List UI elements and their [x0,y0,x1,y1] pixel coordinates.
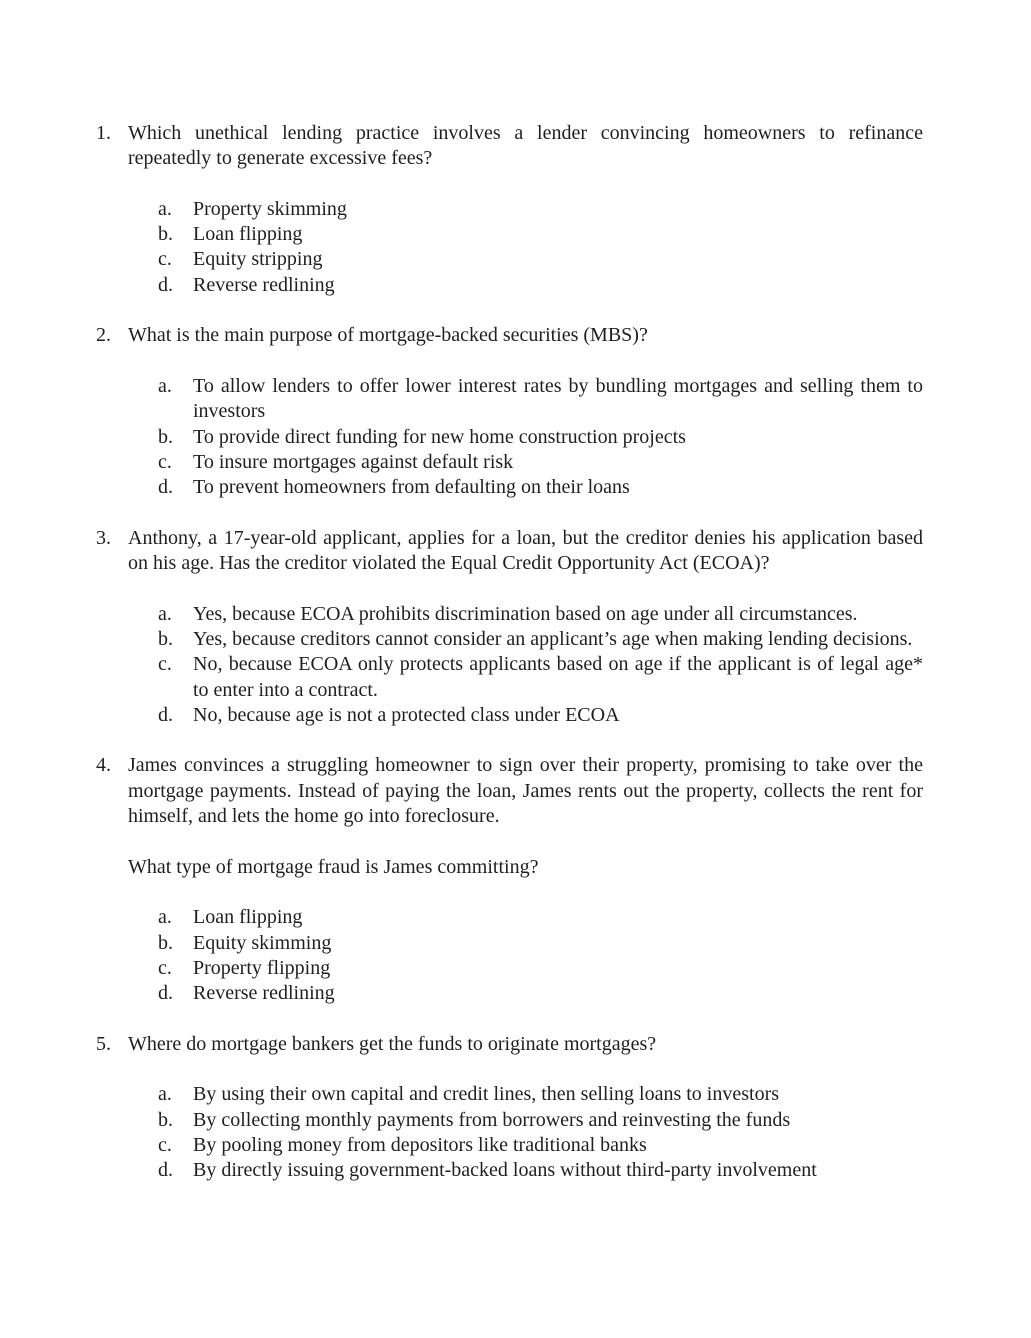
option-text: Yes, because ECOA prohibits discrimination based on age under all circumstances. [193,602,858,625]
option [158,1158,923,1183]
option-letter: b. [158,223,173,246]
option-text: By directly issuing government-backed loans without third-party involvement [193,1159,817,1182]
option [158,1133,923,1158]
option-letter: a. [158,374,172,397]
option-letter: d. [158,703,173,726]
option-letter: a. [158,906,172,929]
question-paragraphs [96,753,923,879]
option [158,652,923,703]
question [96,753,923,1006]
option [158,222,923,247]
question-row [96,1032,923,1057]
option [158,247,923,272]
question-number: 4. [96,754,111,777]
option-text: Reverse redlining [193,982,335,1005]
option-text: Yes, because creditors cannot consider an applicant’s age when making lending decisions. [193,627,913,650]
question-number [96,855,128,880]
option-letter: d. [158,273,173,296]
option-text: To provide direct funding for new home construction projects [193,425,686,448]
option-letter: b. [158,425,173,448]
question-text: What type of mortgage fraud is James committing? [128,855,539,878]
question-number: 3. [96,526,111,549]
option [158,931,923,956]
option [158,450,923,475]
option-text: Loan flipping [193,906,303,929]
question-number: 2. [96,324,111,347]
question-paragraphs [96,121,923,172]
option-letter: d. [158,982,173,1005]
question-text: Which unethical lending practice involves a lender convincing homeowners to refinance repeatedly to generate excessive fees? [128,122,923,170]
question [96,121,923,298]
question-row [96,121,923,172]
option [158,703,923,728]
question-number: 1. [96,122,111,144]
question-row [96,855,923,880]
option-text: No, because ECOA only protects applicants based on age if the applicant is of legal age* to enter into a contract. [193,653,923,701]
option-letter: c. [158,956,172,979]
question-row [96,753,923,829]
option-letter: c. [158,450,172,473]
option-text: Property flipping [193,956,331,979]
question-text: Where do mortgage bankers get the funds to originate mortgages? [128,1032,657,1055]
option-letter: a. [158,602,172,625]
option-text: To allow lenders to offer lower interest rates by bundling mortgages and selling them to investors [193,374,923,423]
option-text: Equity skimming [193,931,332,954]
question-text: Anthony, a 17-year-old applicant, applies for a loan, but the creditor denies his application based on his age. Has the creditor violated the Equal Credit Opportunity Act (ECOA)? [128,526,923,575]
question-paragraphs [96,526,923,577]
question-number: 5. [96,1032,111,1055]
option [158,627,923,652]
option [158,273,923,298]
options-list [158,374,923,500]
option-text: Property skimming [193,197,347,220]
option [158,1108,923,1133]
options-list [158,905,923,1006]
questions-container [96,121,923,1183]
question-paragraphs [96,323,923,348]
option [158,956,923,981]
option [158,425,923,450]
option [158,602,923,627]
option-letter: a. [158,197,172,220]
option [158,981,923,1006]
option-letter: b. [158,1108,173,1131]
option-letter: d. [158,1159,173,1182]
option-letter: c. [158,248,172,271]
question [96,1032,923,1184]
option-text: By collecting monthly payments from borrowers and reinvesting the funds [193,1108,791,1131]
question-row [96,526,923,577]
option-text: By using their own capital and credit lines, then selling loans to investors [193,1083,780,1106]
option-letter: b. [158,931,173,954]
option-letter: c. [158,653,172,676]
question [96,323,923,500]
question-text: James convinces a struggling homeowner to sign over their property, promising to take over the mortgage payments. Instead of paying the loan, James rents out the property, collects the rent for himself, and lets the home go into foreclosure. [128,754,923,828]
option [158,1082,923,1107]
option-letter: d. [158,476,173,499]
option-text: By pooling money from depositors like traditional banks [193,1133,647,1156]
question-paragraphs [96,1032,923,1057]
option-text: Equity stripping [193,248,323,271]
question-text: What is the main purpose of mortgage-backed securities (MBS)? [128,324,648,347]
option-text: Reverse redlining [193,273,335,296]
question [96,526,923,728]
options-list [158,1082,923,1183]
option-letter: b. [158,627,173,650]
option [158,905,923,930]
options-list [158,197,923,298]
options-list [158,602,923,728]
option-text: Loan flipping [193,223,303,246]
option [158,475,923,500]
option-letter: c. [158,1133,172,1156]
option-letter: a. [158,1083,172,1106]
option [158,374,923,425]
option-text: To prevent homeowners from defaulting on their loans [193,476,630,499]
option-text: To insure mortgages against default risk [193,450,514,473]
option-text: No, because age is not a protected class under ECOA [193,703,620,726]
option [158,197,923,222]
question-row [96,323,923,348]
